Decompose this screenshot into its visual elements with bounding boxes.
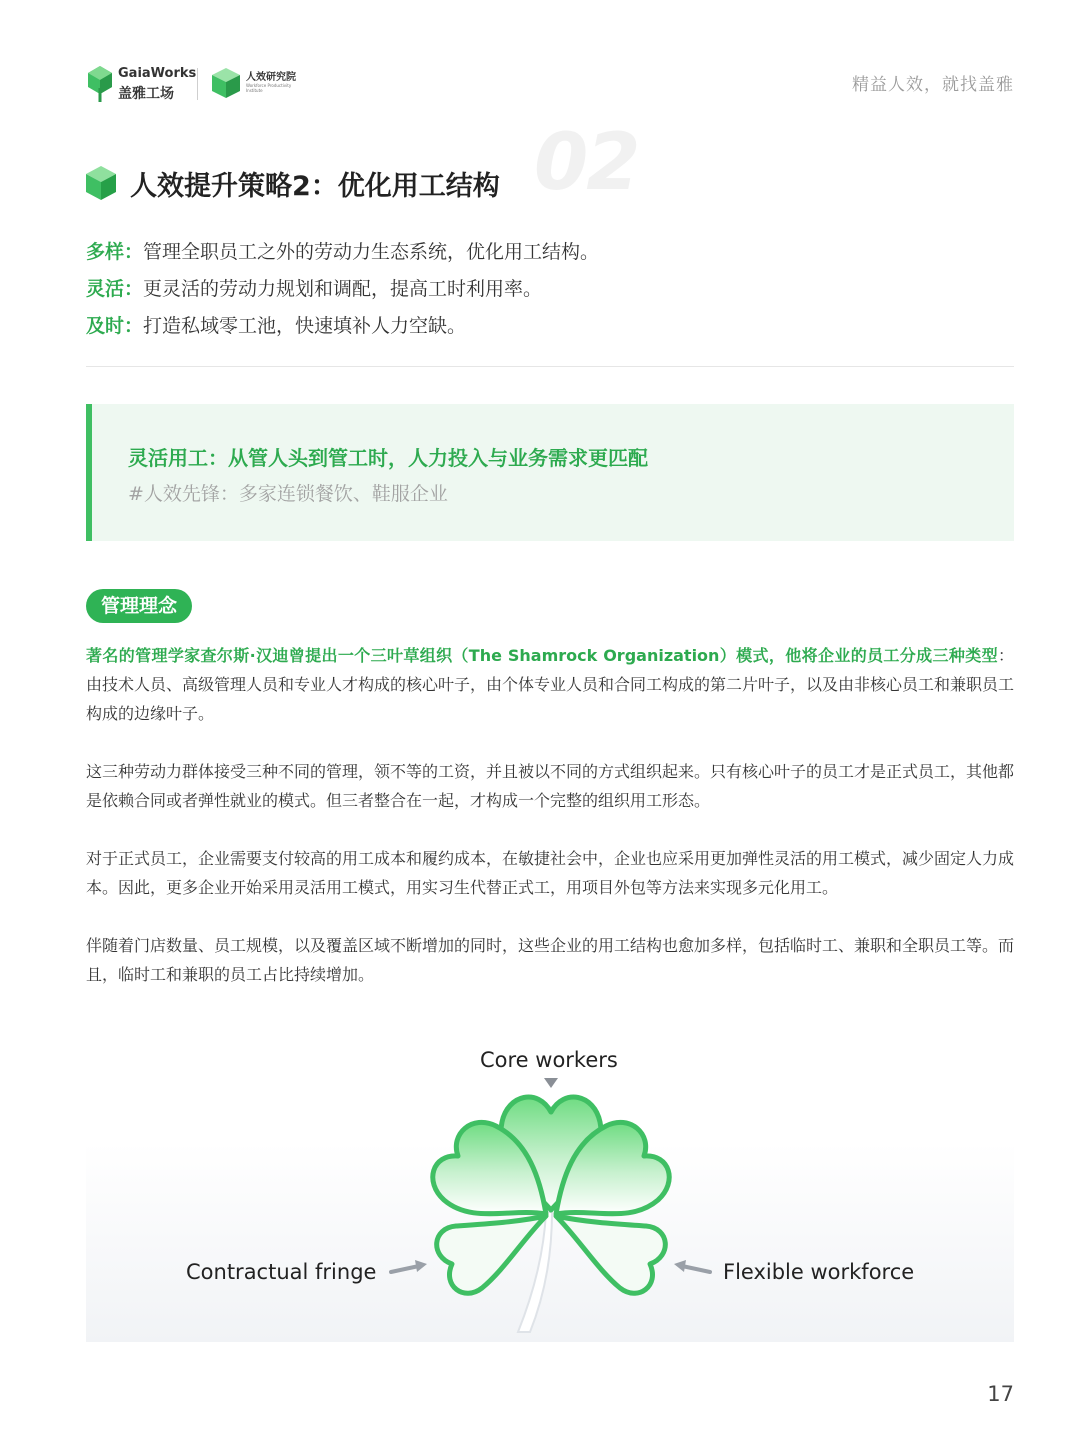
institute-chinese-name: 人效研究院 <box>246 72 296 83</box>
callout-box <box>86 404 1014 541</box>
point-key: 灵活： <box>86 278 144 300</box>
page-number: 17 <box>987 1382 1014 1406</box>
callout-tag: #人效先锋：多家连锁餐饮、鞋服企业 <box>128 483 448 505</box>
paragraph-text: ：由技术人员、高级管理人员和专业人才构成的核心叶子，由个体专业人员和合同工构成的第二片叶子，以及由非核心员工和兼职员工构成的边缘叶子。 <box>86 646 1015 723</box>
point-text: 更灵活的劳动力规划和调配，提高工时利用率。 <box>143 278 543 300</box>
point-text: 管理全职员工之外的劳动力生态系统，优化用工结构。 <box>143 241 600 263</box>
section-title: 人效提升策略2：优化用工结构 <box>130 171 500 202</box>
core-workers-label: Core workers <box>480 1048 618 1072</box>
section-number-watermark: 02 <box>534 118 639 208</box>
arrow-right-icon <box>389 1258 429 1278</box>
logo-chinese-name: 盖雅工场 <box>118 86 174 102</box>
paragraph: 对于正式员工，企业需要支付较高的用工成本和履约成本，在敏捷社会中，企业也应采用更加弹性灵活的用工模式，减少固定人力成本。因此，更多企业开始采用灵活用工模式，用实习生代替正式工，用项目外包等方法来实现多元化用工。 <box>86 849 1015 897</box>
point-key: 及时： <box>86 315 144 337</box>
flexible-workforce-label: Flexible workforce <box>723 1260 915 1284</box>
shamrock-icon <box>406 1042 696 1342</box>
header-divider <box>197 68 198 100</box>
arrow-left-icon <box>672 1258 712 1278</box>
cube-logo-icon <box>210 66 242 100</box>
point-item <box>86 308 1014 345</box>
body-text <box>86 641 1014 1018</box>
paragraph <box>86 641 1014 728</box>
callout-headline: 灵活用工：从管人头到管工时，人力投入与业务需求更匹配 <box>128 446 648 470</box>
point-item <box>86 234 1014 271</box>
institute-logo <box>210 66 310 102</box>
callout-accent-bar <box>86 404 92 541</box>
page-header <box>86 62 1014 104</box>
logo-english-name: GaiaWorks <box>118 66 197 81</box>
paragraph: 这三种劳动力群体接受三种不同的管理，领不等的工资，并且被以不同的方式组织起来。只有核心叶子的员工才是正式员工，其他都是依赖合同或者弹性就业的模式。但三者整合在一起，才构成一个完整的组织用工形态。 <box>86 762 1015 810</box>
cube-icon <box>84 164 118 202</box>
section-divider <box>86 366 1014 367</box>
slogan: 精益人效，就找盖雅 <box>852 75 1014 95</box>
tree-logo-icon <box>86 64 114 104</box>
shamrock-diagram <box>86 1042 1014 1342</box>
contractual-fringe-label: Contractual fringe <box>186 1260 377 1284</box>
point-key: 多样： <box>86 241 144 263</box>
paragraph: 伴随着门店数量、员工规模，以及覆盖区域不断增加的同时，这些企业的用工结构也愈加多样，包括临时工、兼职和全职员工等。而且，临时工和兼职的员工占比持续增加。 <box>86 936 1015 984</box>
point-text: 打造私域零工池，快速填补人力空缺。 <box>143 315 467 337</box>
point-item <box>86 271 1014 308</box>
section-pill-label: 管理理念 <box>86 589 192 623</box>
gaiaworks-logo <box>86 64 196 104</box>
key-points <box>86 234 1014 345</box>
institute-english-name: Workforce Productivity Institute <box>246 83 292 93</box>
highlighted-text: 著名的管理学家查尔斯·汉迪曾提出一个三叶草组织（The Shamrock Organization）模式，他将企业的员工分成三种类型 <box>86 646 998 665</box>
